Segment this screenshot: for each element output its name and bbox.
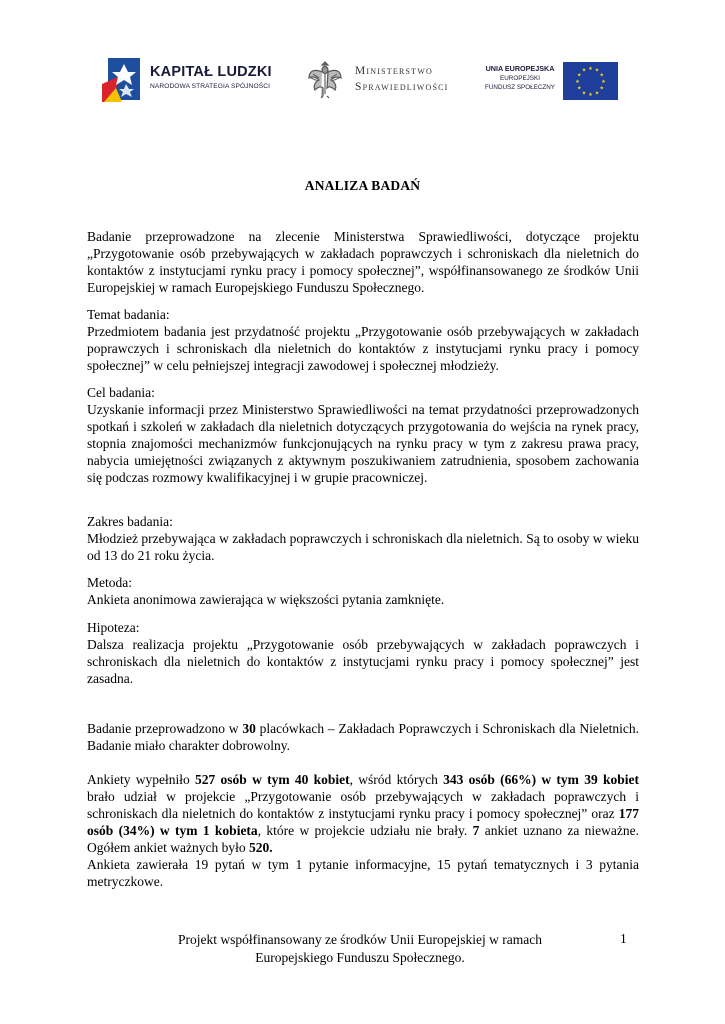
section-label: Zakres badania: — [87, 514, 173, 529]
page-number: 1 — [620, 931, 627, 946]
svg-text:★: ★ — [594, 67, 600, 74]
ankiety-text: Ankiety wypełniło 527 osób w tym 40 kobiet, wśród których 343 osób (66%) w tym 39 kobiet brało udział w projekcie „Przygotowanie osób przebywających w zakładach poprawczych i schroniskach dla nieletnich do kontaktów z instytucjami rynku pracy i pomocy społecznej” oraz 177 osób (34%) w tym 1 kobieta, które w projekcie udziału nie brały. 7 ankiet uznano za nieważne. Ogółem ankiet ważnych było 520. — [87, 772, 640, 855]
kapital-ludzki-subtitle: NARODOWA STRATEGIA SPÓJNOŚCI — [150, 83, 271, 90]
section-label: Cel badania: — [87, 385, 155, 400]
section-text: Uzyskanie informacji przez Ministerstwo Sprawiedliwości na temat przydatności przeprowadzonych spotkań i szkoleń w zakładach dla nieletnich dotyczących przygotowania do wejścia na rynek pracy, stopnia znajomości mechanizmów funkcjonujących na rynku pracy w tym z zakresu prawa pracy, nabycia umiejętności związanych z aktywnym poszukiwaniem zatrudnienia, sposobem zachowania się podczas rozmowy kwalifikacyjnej i w grupie pracowniczej. — [87, 402, 639, 485]
ankiety-paragraph — [87, 771, 639, 890]
section-text: Młodzież przebywająca w zakładach poprawczych i schroniskach dla nieletnich. Są to osoby w wieku od 13 do 21 roku życia. — [87, 531, 639, 563]
svg-text:★: ★ — [599, 85, 605, 92]
page-footer — [140, 931, 580, 967]
ankiety-total: 527 osób w tym 40 kobiet — [195, 772, 350, 787]
footer-line2: Europejskiego Funduszu Społecznego. — [255, 950, 465, 965]
ministerstwo-line1: Ministerstwo — [355, 65, 433, 77]
svg-text:★: ★ — [576, 72, 582, 79]
section-hipoteza — [87, 619, 639, 687]
kapital-ludzki-title: KAPITAŁ LUDZKI — [150, 64, 272, 80]
ankiety-valid: 520. — [248, 840, 273, 855]
placowki-text: Badanie przeprowadzono w 30 placówkach – Zakładach Poprawczych i Schroniskach dla Nieletnich. Badanie miało charakter dobrowolny. — [87, 721, 639, 753]
document-title: ANALIZA BADAŃ — [304, 178, 421, 193]
intro-paragraph — [87, 228, 639, 296]
intro-text: Badanie przeprowadzone na zlecenie Ministerstwa Sprawiedliwości, dotyczące projektu „Przygotowanie osób przebywających w zakładach poprawczych i schroniskach dla nieletnich do kontaktów z instytucjami rynku pracy i pomocy społecznej”, współfinansowanego ze środków Unii Europejskiej w ramach Europejskiego Funduszu Społecznego. — [87, 229, 639, 295]
ministerstwo-logo — [307, 52, 457, 108]
section-text: Przedmiotem badania jest przydatność projektu „Przygotowanie osób przebywających w zakładach poprawczych i schroniskach dla nieletnich do kontaktów z instytucjami rynku pracy i pomocy społecznej” w celu pełniejszej integracji zawodowej i społecznej młodzieży. — [87, 324, 639, 373]
footer-line1: Projekt współfinansowany ze środków Unii Europejskiej w ramach — [177, 932, 543, 947]
svg-text:★: ★ — [594, 90, 600, 97]
svg-text:★: ★ — [588, 66, 593, 72]
ankiety-nonparticipants: 177 osób (34%) w tym 1 kobieta — [87, 806, 639, 838]
section-metoda — [87, 574, 639, 608]
section-label: Metoda: — [87, 575, 132, 590]
section-label: Temat badania: — [87, 307, 170, 322]
header-logos — [102, 52, 622, 108]
ue-line1: UNIA EUROPEJSKA — [485, 64, 555, 73]
svg-text:★: ★ — [599, 72, 605, 79]
section-zakres — [87, 513, 639, 564]
eu-flag-icon — [563, 62, 618, 100]
ue-line2: EUROPEJSKI — [500, 75, 540, 82]
ue-line3: FUNDUSZ SPOŁECZNY — [485, 84, 555, 91]
ue-text — [480, 64, 560, 92]
ankiety-structure: Ankieta zawierała 19 pytań w tym 1 pytanie informacyjne, 15 pytań tematycznych i 3 pytania metryczkowe. — [87, 857, 639, 889]
svg-text:★: ★ — [581, 67, 587, 74]
section-cel — [87, 384, 639, 486]
placowki-count: 30 — [242, 721, 256, 736]
kapital-ludzki-logo — [102, 52, 282, 108]
svg-text:★: ★ — [588, 92, 593, 98]
ministerstwo-line2: Sprawiedliwości — [355, 81, 449, 93]
ankiety-participants: 343 osób (66%) w tym 39 kobiet — [443, 772, 639, 787]
placowki-paragraph — [87, 720, 639, 754]
section-temat — [87, 306, 639, 374]
ankiety-invalid: 7 — [472, 823, 480, 838]
section-text: Dalsza realizacja projektu „Przygotowanie osób przebywających w zakładach poprawczych i schroniskach dla nieletnich do kontaktów z instytucjami rynku pracy i pomocy społecznej” jest zasadna. — [87, 637, 639, 686]
svg-text:★: ★ — [576, 85, 582, 92]
section-text: Ankieta anonimowa zawierająca w większości pytania zamknięte. — [87, 592, 445, 607]
svg-text:★: ★ — [581, 90, 587, 97]
kapital-ludzki-mark-icon — [102, 54, 144, 104]
polish-eagle-icon — [307, 58, 343, 100]
section-label: Hipoteza: — [87, 620, 140, 635]
svg-text:★: ★ — [575, 79, 580, 85]
unia-europejska-logo — [480, 62, 622, 102]
svg-text:★: ★ — [601, 79, 606, 85]
